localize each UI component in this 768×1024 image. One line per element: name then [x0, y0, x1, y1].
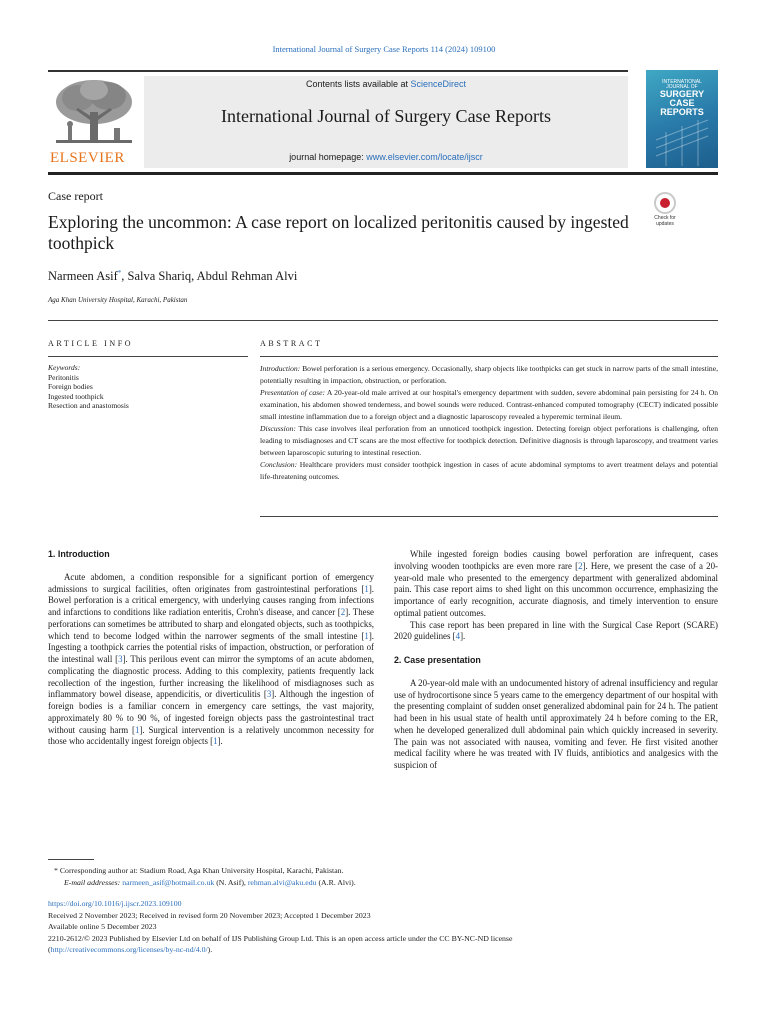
affiliation-rule: [48, 320, 718, 321]
ref-link-4[interactable]: 4: [455, 631, 461, 642]
doi-link[interactable]: https://doi.org/10.1016/j.ijscr.2023.109100: [48, 899, 182, 908]
email-link-alvi[interactable]: rehman.alvi@aku.edu: [247, 877, 317, 887]
contents-line: [144, 79, 628, 89]
body-right-column: [394, 549, 718, 772]
elsevier-tree-icon: [48, 76, 140, 150]
license-link[interactable]: http://creativecommons.org/licenses/by-nc-nd/4.0/: [50, 945, 208, 954]
keywords-block: [48, 363, 248, 411]
article-info-rule: [48, 356, 248, 357]
keyword: Ingested toothpick: [48, 391, 104, 401]
author-list: [48, 269, 297, 284]
ref-link-2[interactable]: 2: [578, 560, 583, 571]
body-left-column: [48, 549, 374, 748]
section-1-heading: 1. Introduction: [48, 549, 110, 559]
check-updates-line-1: Check for: [654, 215, 676, 221]
cover-line-3: SURGERY: [659, 89, 705, 99]
contents-prefix: Contents lists available at: [305, 79, 411, 89]
author-1[interactable]: Narmeen Asif: [48, 269, 118, 284]
email-label: E-mail addresses:: [64, 877, 121, 887]
article-type: Case report: [48, 189, 103, 203]
introduction-paragraph: Acute abdomen, a condition responsible for a significant portion of emergency admissions to surgical facilities, often originates from gastrointestinal perforations [1]. Bowel perforation is a critical emergency, with underlying causes ranging from infections and infarctions to conditions like radiation enteritis, Crohn's disease, and cancer [2]. These perforations can sometimes be attributed to sharp and elongated objects, such as toothpicks, which tend to become lodged within the narrower segments of the small intestine [1]. Ingesting a toothpick carries the potential risks of impaction, obstruction, or perforation of the intestinal wall [3]. This perilous event can mirror the symptoms of an acute abdomen, complicating the diagnostic process. Adding to this complexity, patients frequently lack recollection of the ingestion, further increasing the likelihood of misdiagnoses such as inflammatory bowel disease, appendicitis, or diverticulitis [3]. Although the ingestion of foreign bodies is a familiar concern in emergency care settings, the vast majority, approximately 80 % to 90 %, of ingested foreign objects pass the gastrointestinal tract without causing harm [1]. Surgical intervention is a relatively uncommon necessity for those who accidentally ingest foreign objects [1].: [48, 571, 375, 747]
footnote-mark: *: [54, 866, 58, 875]
abstract-bottom-rule: [260, 516, 718, 517]
homepage-prefix: journal homepage:: [289, 152, 367, 162]
keywords-label: Keywords:: [48, 363, 81, 372]
homepage-link[interactable]: www.elsevier.com/locate/ijscr: [366, 152, 483, 162]
ref-link-3[interactable]: 3: [118, 654, 123, 664]
keyword: Foreign bodies: [48, 382, 93, 391]
corresponding-author-note: * Corresponding author at: Stadium Road, Aga Khan University Hospital, Karachi, Pakistan.: [54, 866, 344, 875]
ref-link-1[interactable]: 1: [213, 736, 218, 747]
article-info-heading: ARTICLE INFO: [48, 339, 134, 348]
ref-link-3[interactable]: 3: [266, 689, 272, 700]
publication-info: [48, 898, 718, 956]
license-line: (http://creativecommons.org/licenses/by-nc-nd/4.0/).: [48, 945, 213, 954]
abstract-conclusion: Conclusion: Healthcare providers must consider toothpick ingestion in cases of acute abdominal symptoms to avert treatment delays and potential life-threatening outcomes.: [260, 460, 718, 481]
ref-link-1[interactable]: 1: [364, 630, 369, 641]
sciencedirect-link[interactable]: ScienceDirect: [410, 79, 467, 89]
footnote-rule: [48, 859, 94, 860]
cover-line-4: CASE: [669, 98, 695, 108]
abstract-introduction: Introduction: Bowel perforation is a serious emergency. Occasionally, sharp objects like toothpicks can get stuck in narrow parts of the small intestine, potentially resulting in impaction, obstruction, or perforation.: [260, 364, 718, 385]
corresponding-author-mark[interactable]: *: [117, 269, 122, 277]
cover-line-5: REPORTS: [660, 107, 704, 117]
masthead-top-rule: [48, 70, 628, 72]
case-paragraph: A 20-year-old male with an undocumented history of adrenal insufficiency and regular use of hydrocortisone since 5 years came to the emergency department of our hospital with the presenting complaint of sudden onset generalized abdominal pain for 24 h. The patient had been in his usual state of health until approximately 24 h before coming to the ER, when he developed generalized dull abdominal pain which quickly increased in severity. The pain was not associated with nausea, vomiting and fever. He first visited another medical facility where he was treated with IV fluids, antibiotics and analgesics with the suspicion of: [394, 677, 718, 770]
ref-link-2[interactable]: 2: [340, 607, 346, 617]
journal-citation[interactable]: International Journal of Surgery Case Reports 114 (2024) 109100: [272, 44, 496, 54]
elsevier-logo[interactable]: [48, 76, 140, 168]
right-paragraph-2: This case report has been prepared in line with the Surgical Case Report (SCARE) 2020 guidelines [4].: [394, 619, 718, 642]
abstract-presentation: Presentation of case: A 20-year-old male arrived at our hospital's emergency department with sudden, severe abdominal pain persisting for 24 h. On examination, his abdomen showed tenderness, and bowel sounds were reduced. Contrast-enhanced computed tomography (CECT) indicated possible small intestine inflammation due to a foreign object and a diagnostic laparoscopy revealed a hyperemic terminal ileum.: [260, 388, 718, 421]
cover-pattern-icon: [646, 70, 718, 168]
check-for-updates-badge[interactable]: [648, 192, 682, 232]
keyword: Resection and anastomosis: [48, 401, 129, 410]
article-title: Exploring the uncommon: A case report on localized peritonitis caused by ingested toothpick: [48, 212, 629, 253]
email-link-asif[interactable]: narmeen_asif@hotmail.co.uk: [122, 877, 215, 887]
abstract-body: [260, 363, 718, 483]
section-2-heading: 2. Case presentation: [394, 655, 481, 665]
ref-link-1[interactable]: 1: [135, 724, 140, 735]
authors-rest: , Salva Shariq, Abdul Rehman Alvi: [121, 269, 298, 284]
cover-line-1: INTERNATIONAL: [662, 79, 702, 85]
ref-link-1[interactable]: 1: [364, 583, 369, 594]
check-updates-icon: [654, 192, 676, 214]
masthead-box: [144, 76, 628, 168]
footnotes: [48, 865, 718, 888]
copyright-notice: 2210-2612/© 2023 Published by Elsevier Ltd on behalf of IJS Publishing Group Ltd. This is an open access article under the CC BY-NC-ND license: [48, 933, 513, 943]
email-addresses-note: E-mail addresses: narmeen_asif@hotmail.co.uk (N. Asif), rehman.alvi@aku.edu (A.R. Alvi).: [64, 877, 356, 887]
affiliation: Aga Khan University Hospital, Karachi, Pakistan: [48, 296, 188, 304]
abstract-top-rule: [260, 356, 718, 357]
check-updates-line-2: updates: [656, 221, 674, 227]
online-date: Available online 5 December 2023: [48, 922, 157, 931]
cover-line-2: JOURNAL OF: [666, 84, 698, 90]
masthead-bottom-rule: [48, 172, 718, 175]
received-dates: Received 2 November 2023; Received in revised form 20 November 2023; Accepted 1 December 2023: [48, 910, 371, 920]
homepage-line: [144, 152, 628, 162]
abstract-discussion: Discussion: This case involves ileal perforation from an unnoticed toothpick ingestion. Detecting foreign object perforations is challenging, often leading to misdiagnoses and CT scans are the most effective for toothpick detection. Definitive diagnosis is through laparoscopy, and treatment varies between laparoscopic suturing to intestinal resection.: [260, 424, 718, 457]
right-paragraph-1: While ingested foreign bodies causing bowel perforation are infrequent, cases involving wooden toothpicks are even more rare [2]. Here, we present the case of a 20-year-old male who presented to the emergency department with generalized abdominal pain. This case report aims to shed light on this uncommon occurrence, emphasizing the importance of early recognition, accurate diagnosis, and timely intervention to ensure optimal patient outcomes.: [394, 549, 719, 618]
elsevier-wordmark: ELSEVIER: [50, 150, 125, 166]
journal-title: International Journal of Surgery Case Reports: [220, 106, 552, 126]
abstract-heading: ABSTRACT: [260, 339, 323, 348]
check-updates-label: [648, 215, 682, 227]
journal-cover[interactable]: [646, 70, 718, 168]
keyword: Peritonitis: [48, 372, 79, 382]
